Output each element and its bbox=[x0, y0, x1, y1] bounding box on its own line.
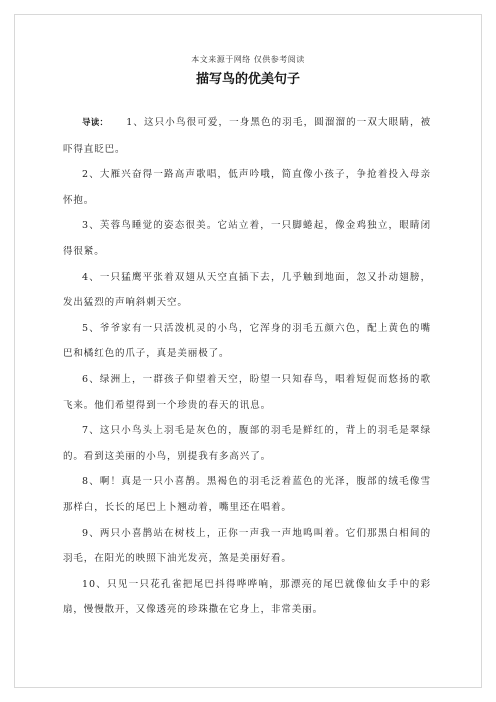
paragraph-4: 4、一只猛鹰平张着双翅从天空直插下去，几乎触到地面，忽又扑动翅膀，发出猛烈的声响斜刺天空。 bbox=[63, 271, 431, 309]
paragraph-8: 8、啊！真是一只小喜鹊。黑褐色的羽毛泛着蓝色的光泽，腹部的绒毛像雪那样白，长长的尾巴上卜翘动着，嘴里还在唱着。 bbox=[63, 476, 431, 513]
paragraph-3: 3、芙蓉鸟睡觉的姿态很美。它站立着，一只脚蜷起，像金鸡独立，眼睛闭得很紧。 bbox=[63, 220, 431, 257]
paragraph-1 bbox=[63, 110, 431, 162]
paragraph-7: 7、这只小鸟头上羽毛是灰色的，腹部的羽毛是鲜红的，背上的羽毛是翠绿的。看到这美丽的小鸟，别提我有多高兴了。 bbox=[63, 425, 431, 462]
paragraph-2: 2、大雁兴奋得一路高声歌唱，低声吟哦，简直像小孩子，争抢着投入母亲怀抱。 bbox=[63, 169, 431, 206]
paragraph-10: 10、只见一只花孔雀把尾巴抖得哗哗响，那漂亮的尾巴就像仙女手中的彩扇，慢慢散开，又像透亮的珍珠撒在它身上，非常美丽。 bbox=[63, 578, 431, 616]
paragraph-6: 6、绿洲上，一群孩子仰望着天空，盼望一只知春鸟，唱着短促而悠扬的歌飞来。他们希望得到一个珍贵的春天的讯息。 bbox=[63, 373, 431, 411]
paragraph-5: 5、爷爷家有一只活泼机灵的小鸟，它浑身的羽毛五颜六色，配上黄色的嘴巴和橘红色的爪子，真是美丽极了。 bbox=[63, 322, 431, 360]
page-title: 描写鸟的优美句子 bbox=[195, 72, 300, 87]
source-note: 本文来源于网络 仅供参考阅读 bbox=[191, 55, 305, 64]
paragraph-text: 1、这只小鸟很可爱，一身黑色的羽毛，圆溜溜的一双大眼睛，被吓得直眨巴。 bbox=[63, 117, 431, 155]
paragraph-9: 9、两只小喜鹊站在树枝上，正你一声我一声地鸣叫着。它们那黑白相间的羽毛，在阳光的映照下油光发亮，煞是美丽好看。 bbox=[63, 527, 431, 565]
article-body bbox=[63, 110, 431, 623]
lead-label: 导读： bbox=[82, 118, 109, 128]
